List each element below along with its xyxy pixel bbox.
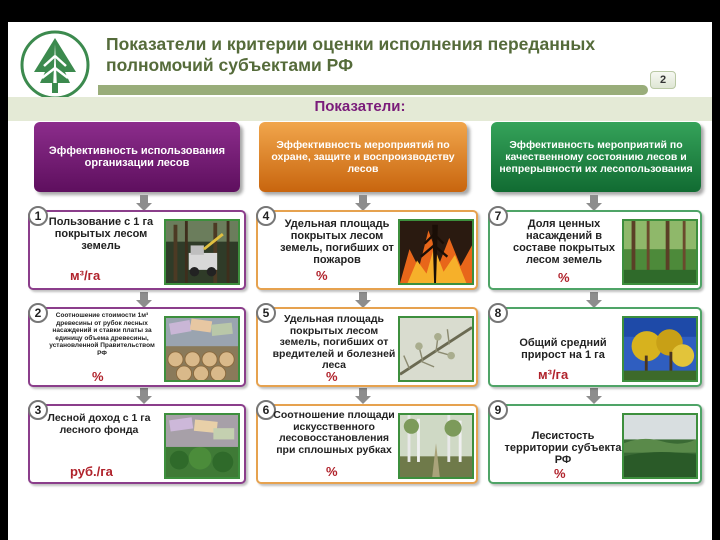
page-title: Показатели и критерии оценки исполнения переданных полномочий субъектами РФ: [106, 34, 596, 75]
indicator-number: 5: [256, 303, 276, 323]
indicator-unit: руб./га: [70, 464, 113, 479]
indicator-card-8: [488, 307, 702, 387]
indicator-text: Общий средний прирост на 1 га: [519, 337, 607, 361]
arrow-down-icon: [136, 388, 152, 404]
section-label: Показатели:: [314, 98, 406, 115]
indicator-card-3: [28, 404, 246, 484]
indicator-card-7: [488, 210, 702, 290]
indicator-number: 4: [256, 206, 276, 226]
forest-landscape-photo-icon: [622, 413, 698, 479]
indicator-unit: м³/га: [70, 268, 101, 283]
indicator-number: 8: [488, 303, 508, 323]
indicator-unit: %: [92, 369, 104, 384]
indicator-number: 1: [28, 206, 48, 226]
pest-damaged-branches-photo-icon: [398, 316, 474, 382]
arrow-down-icon: [586, 195, 602, 211]
arrow-down-icon: [136, 292, 152, 308]
forest-logo-icon: [20, 28, 90, 102]
arrow-down-icon: [355, 195, 371, 211]
title-rule: [98, 85, 648, 95]
money-and-logs-photo-icon: [164, 316, 240, 382]
logging-machinery-photo-icon: [164, 219, 240, 285]
indicator-text: Лесистость территории субъекта РФ: [504, 430, 622, 466]
indicator-unit: %: [554, 466, 566, 481]
slide: [8, 22, 712, 540]
reforestation-photo-icon: [398, 413, 474, 479]
indicator-text: Пользование с 1 га покрытых лесом земель: [48, 216, 154, 252]
indicator-number: 3: [28, 400, 48, 420]
arrow-down-icon: [355, 388, 371, 404]
indicator-card-6: [256, 404, 478, 484]
arrow-down-icon: [355, 292, 371, 308]
indicator-text: Лесной доход с 1 га лесного фонда: [47, 412, 151, 436]
indicator-unit: м³/га: [538, 367, 569, 382]
indicator-number: 2: [28, 303, 48, 323]
indicator-number: 9: [488, 400, 508, 420]
indicator-unit: %: [558, 270, 570, 285]
indicator-card-1: [28, 210, 246, 290]
indicator-unit: %: [326, 464, 338, 479]
indicator-text: Удельная площадь покрытых лесом земель, погибших от пожаров: [280, 218, 394, 266]
column-header-quality: Эффективность мероприятий по качественному состоянию лесов и непрерывности их лесопользования: [491, 122, 701, 192]
page-number: 2: [650, 71, 676, 89]
forest-fire-photo-icon: [398, 219, 474, 285]
indicator-text: Удельная площадь покрытых лесом земель, погибших от вредителей и болезней леса: [272, 313, 396, 371]
indicator-text: Доля ценных насаждений в составе покрытых лесом земель: [513, 218, 615, 266]
indicator-card-5: [256, 307, 478, 387]
indicator-text: Соотношение стоимости 1м³ древесины от рубок лесных насаждений и ставки платы за единицу объема древесины, установленной Правительством РФ: [49, 312, 155, 357]
pine-forest-photo-icon: [622, 219, 698, 285]
indicator-number: 6: [256, 400, 276, 420]
indicator-card-2: [28, 307, 246, 387]
arrow-down-icon: [586, 292, 602, 308]
column-header-protection: Эффективность мероприятий по охране, защите и воспроизводству лесов: [259, 122, 467, 192]
indicator-card-9: [488, 404, 702, 484]
arrow-down-icon: [136, 195, 152, 211]
arrow-down-icon: [586, 388, 602, 404]
column-header-usage: Эффективность использования организации лесов: [34, 122, 240, 192]
indicator-text: Соотношение площади искусственного лесовосстановления при сплошных рубках: [273, 409, 395, 456]
forest-and-money-photo-icon: [164, 413, 240, 479]
indicator-number: 7: [488, 206, 508, 226]
indicator-unit: %: [316, 268, 328, 283]
autumn-trees-photo-icon: [622, 316, 698, 382]
indicator-unit: %: [326, 369, 338, 384]
indicator-card-4: [256, 210, 478, 290]
